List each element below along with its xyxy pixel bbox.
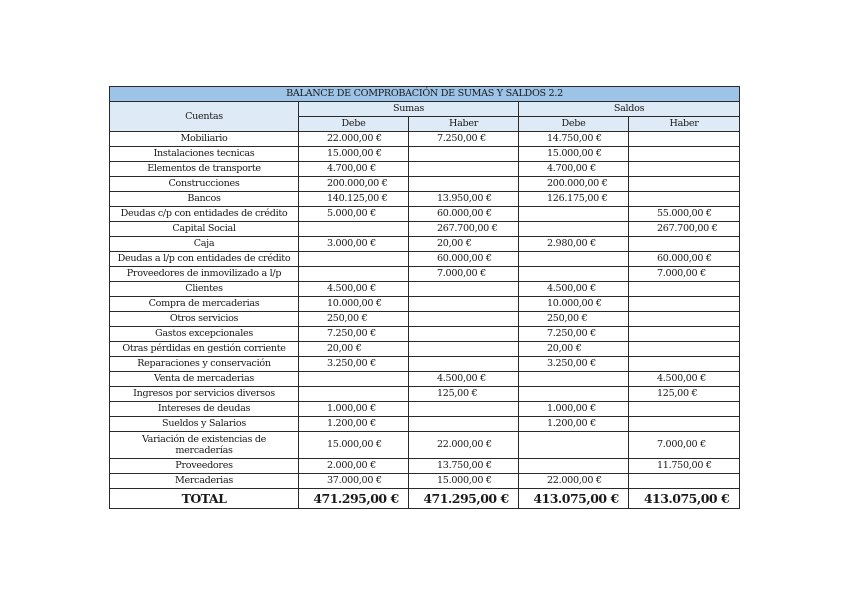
amount-cell-sumas-haber <box>409 327 519 342</box>
amount-cell-sumas-haber: 125,00 € <box>409 387 519 402</box>
amount-cell-saldos-debe: 4.700,00 € <box>519 162 629 177</box>
amount-cell-sumas-haber: 22.000,00 € <box>409 432 519 459</box>
amount-cell-saldos-debe <box>519 432 629 459</box>
account-name-cell: Gastos excepcionales <box>110 327 299 342</box>
table-row <box>110 282 740 297</box>
amount-cell-sumas-debe: 37.000,00 € <box>299 474 409 489</box>
amount-cell-saldos-debe: 2.980,00 € <box>519 237 629 252</box>
account-name-cell: Otros servicios <box>110 312 299 327</box>
total-row <box>110 489 740 509</box>
amount-cell-sumas-haber: 60.000,00 € <box>409 252 519 267</box>
account-name-cell: Bancos <box>110 192 299 207</box>
total-label: TOTAL <box>110 489 299 509</box>
header-saldos: Saldos <box>519 102 740 117</box>
amount-cell-saldos-haber <box>629 417 740 432</box>
account-name-cell: Mercaderias <box>110 474 299 489</box>
amount-cell-sumas-debe <box>299 252 409 267</box>
amount-cell-saldos-debe <box>519 387 629 402</box>
amount-cell-sumas-debe: 2.000,00 € <box>299 459 409 474</box>
table-row <box>110 474 740 489</box>
balance-sheet <box>109 86 739 509</box>
amount-cell-saldos-debe <box>519 372 629 387</box>
account-name-cell: Otras pérdidas en gestión corriente <box>110 342 299 357</box>
table-row <box>110 327 740 342</box>
account-name-cell: Intereses de deudas <box>110 402 299 417</box>
account-name-cell: Deudas c/p con entidades de crédito <box>110 207 299 222</box>
table-body <box>110 132 740 489</box>
amount-cell-saldos-haber: 4.500,00 € <box>629 372 740 387</box>
table-row <box>110 177 740 192</box>
amount-cell-saldos-debe: 7.250,00 € <box>519 327 629 342</box>
table-row <box>110 459 740 474</box>
amount-cell-saldos-debe: 10.000,00 € <box>519 297 629 312</box>
amount-cell-saldos-debe <box>519 267 629 282</box>
amount-cell-sumas-haber <box>409 402 519 417</box>
amount-cell-sumas-haber <box>409 282 519 297</box>
amount-cell-saldos-haber: 7.000,00 € <box>629 432 740 459</box>
amount-cell-saldos-haber: 11.750,00 € <box>629 459 740 474</box>
account-name-cell: Sueldos y Salarios <box>110 417 299 432</box>
account-name-cell: Caja <box>110 237 299 252</box>
amount-cell-saldos-debe: 22.000,00 € <box>519 474 629 489</box>
amount-cell-sumas-debe <box>299 222 409 237</box>
table-row <box>110 267 740 282</box>
account-name-cell: Instalaciones tecnicas <box>110 147 299 162</box>
account-name-cell: Venta de mercaderias <box>110 372 299 387</box>
header-sumas: Sumas <box>299 102 519 117</box>
amount-cell-sumas-haber <box>409 177 519 192</box>
header-cuentas: Cuentas <box>110 102 299 132</box>
total-saldos-haber: 413.075,00 € <box>629 489 740 509</box>
amount-cell-sumas-debe: 10.000,00 € <box>299 297 409 312</box>
amount-cell-sumas-debe <box>299 387 409 402</box>
amount-cell-saldos-haber <box>629 132 740 147</box>
amount-cell-saldos-debe: 4.500,00 € <box>519 282 629 297</box>
amount-cell-saldos-debe <box>519 207 629 222</box>
amount-cell-sumas-debe: 7.250,00 € <box>299 327 409 342</box>
amount-cell-saldos-haber <box>629 147 740 162</box>
account-name-cell: Capital Social <box>110 222 299 237</box>
amount-cell-sumas-haber: 60.000,00 € <box>409 207 519 222</box>
amount-cell-sumas-debe: 1.200,00 € <box>299 417 409 432</box>
table-title: BALANCE DE COMPROBACIÓN DE SUMAS Y SALDOS 2.2 <box>110 87 740 102</box>
amount-cell-saldos-haber <box>629 357 740 372</box>
amount-cell-sumas-haber: 7.000,00 € <box>409 267 519 282</box>
amount-cell-sumas-debe: 4.500,00 € <box>299 282 409 297</box>
amount-cell-saldos-haber <box>629 312 740 327</box>
amount-cell-sumas-haber: 4.500,00 € <box>409 372 519 387</box>
amount-cell-sumas-debe: 140.125,00 € <box>299 192 409 207</box>
amount-cell-sumas-debe: 15.000,00 € <box>299 147 409 162</box>
account-name-cell: Elementos de transporte <box>110 162 299 177</box>
account-name-cell: Variación de existencias de mercaderías <box>110 432 299 459</box>
table-row <box>110 297 740 312</box>
table-row <box>110 372 740 387</box>
amount-cell-saldos-haber <box>629 402 740 417</box>
amount-cell-sumas-haber: 13.950,00 € <box>409 192 519 207</box>
amount-cell-sumas-haber <box>409 417 519 432</box>
amount-cell-saldos-debe <box>519 459 629 474</box>
amount-cell-sumas-debe <box>299 267 409 282</box>
table-row <box>110 147 740 162</box>
amount-cell-sumas-haber: 7.250,00 € <box>409 132 519 147</box>
account-name-cell: Reparaciones y conservación <box>110 357 299 372</box>
amount-cell-saldos-debe: 15.000,00 € <box>519 147 629 162</box>
amount-cell-saldos-debe: 250,00 € <box>519 312 629 327</box>
table-row <box>110 237 740 252</box>
account-name-cell: Clientes <box>110 282 299 297</box>
amount-cell-sumas-haber <box>409 297 519 312</box>
amount-cell-saldos-debe: 126.175,00 € <box>519 192 629 207</box>
amount-cell-saldos-haber <box>629 297 740 312</box>
account-name-cell: Deudas a l/p con entidades de crédito <box>110 252 299 267</box>
amount-cell-saldos-debe: 1.200,00 € <box>519 417 629 432</box>
amount-cell-saldos-debe: 200.000,00 € <box>519 177 629 192</box>
amount-cell-saldos-haber <box>629 474 740 489</box>
table-row <box>110 402 740 417</box>
amount-cell-sumas-haber <box>409 342 519 357</box>
amount-cell-saldos-debe: 20,00 € <box>519 342 629 357</box>
table-row <box>110 357 740 372</box>
amount-cell-saldos-haber <box>629 192 740 207</box>
amount-cell-saldos-haber: 60.000,00 € <box>629 252 740 267</box>
amount-cell-sumas-debe: 3.000,00 € <box>299 237 409 252</box>
table-row <box>110 192 740 207</box>
amount-cell-sumas-haber: 13.750,00 € <box>409 459 519 474</box>
account-name-cell: Construcciones <box>110 177 299 192</box>
header-sumas-debe: Debe <box>299 117 409 132</box>
amount-cell-saldos-haber <box>629 342 740 357</box>
amount-cell-sumas-haber <box>409 162 519 177</box>
amount-cell-sumas-haber: 20,00 € <box>409 237 519 252</box>
amount-cell-sumas-haber <box>409 147 519 162</box>
account-name-cell: Ingresos por servicios diversos <box>110 387 299 402</box>
amount-cell-saldos-debe <box>519 222 629 237</box>
amount-cell-sumas-debe: 1.000,00 € <box>299 402 409 417</box>
header-sumas-haber: Haber <box>409 117 519 132</box>
amount-cell-saldos-haber <box>629 177 740 192</box>
table-row <box>110 387 740 402</box>
amount-cell-saldos-debe: 3.250,00 € <box>519 357 629 372</box>
trial-balance-table <box>109 86 740 509</box>
amount-cell-saldos-debe: 14.750,00 € <box>519 132 629 147</box>
amount-cell-saldos-haber <box>629 162 740 177</box>
amount-cell-sumas-debe: 4.700,00 € <box>299 162 409 177</box>
total-sumas-haber: 471.295,00 € <box>409 489 519 509</box>
amount-cell-saldos-haber <box>629 237 740 252</box>
amount-cell-sumas-haber: 267.700,00 € <box>409 222 519 237</box>
amount-cell-saldos-haber: 55.000,00 € <box>629 207 740 222</box>
table-row <box>110 132 740 147</box>
amount-cell-saldos-haber <box>629 327 740 342</box>
header-saldos-haber: Haber <box>629 117 740 132</box>
amount-cell-sumas-haber <box>409 312 519 327</box>
amount-cell-saldos-haber: 125,00 € <box>629 387 740 402</box>
table-row <box>110 342 740 357</box>
account-name-cell: Mobiliario <box>110 132 299 147</box>
amount-cell-saldos-haber: 7.000,00 € <box>629 267 740 282</box>
amount-cell-sumas-debe: 3.250,00 € <box>299 357 409 372</box>
table-row <box>110 222 740 237</box>
amount-cell-saldos-debe: 1.000,00 € <box>519 402 629 417</box>
amount-cell-sumas-debe: 22.000,00 € <box>299 132 409 147</box>
header-saldos-debe: Debe <box>519 117 629 132</box>
account-name-cell: Proveedores <box>110 459 299 474</box>
total-sumas-debe: 471.295,00 € <box>299 489 409 509</box>
amount-cell-sumas-debe: 20,00 € <box>299 342 409 357</box>
table-row <box>110 162 740 177</box>
amount-cell-sumas-debe: 200.000,00 € <box>299 177 409 192</box>
table-row <box>110 252 740 267</box>
amount-cell-sumas-haber: 15.000,00 € <box>409 474 519 489</box>
amount-cell-sumas-debe: 15.000,00 € <box>299 432 409 459</box>
account-name-cell: Compra de mercaderias <box>110 297 299 312</box>
total-saldos-debe: 413.075,00 € <box>519 489 629 509</box>
amount-cell-saldos-haber: 267.700,00 € <box>629 222 740 237</box>
table-row <box>110 312 740 327</box>
amount-cell-saldos-haber <box>629 282 740 297</box>
amount-cell-saldos-debe <box>519 252 629 267</box>
amount-cell-sumas-debe <box>299 372 409 387</box>
amount-cell-sumas-debe: 250,00 € <box>299 312 409 327</box>
amount-cell-sumas-haber <box>409 357 519 372</box>
amount-cell-sumas-debe: 5.000,00 € <box>299 207 409 222</box>
account-name-cell: Proveedores de inmovilizado a l/p <box>110 267 299 282</box>
table-row <box>110 432 740 459</box>
table-row <box>110 207 740 222</box>
table-row <box>110 417 740 432</box>
